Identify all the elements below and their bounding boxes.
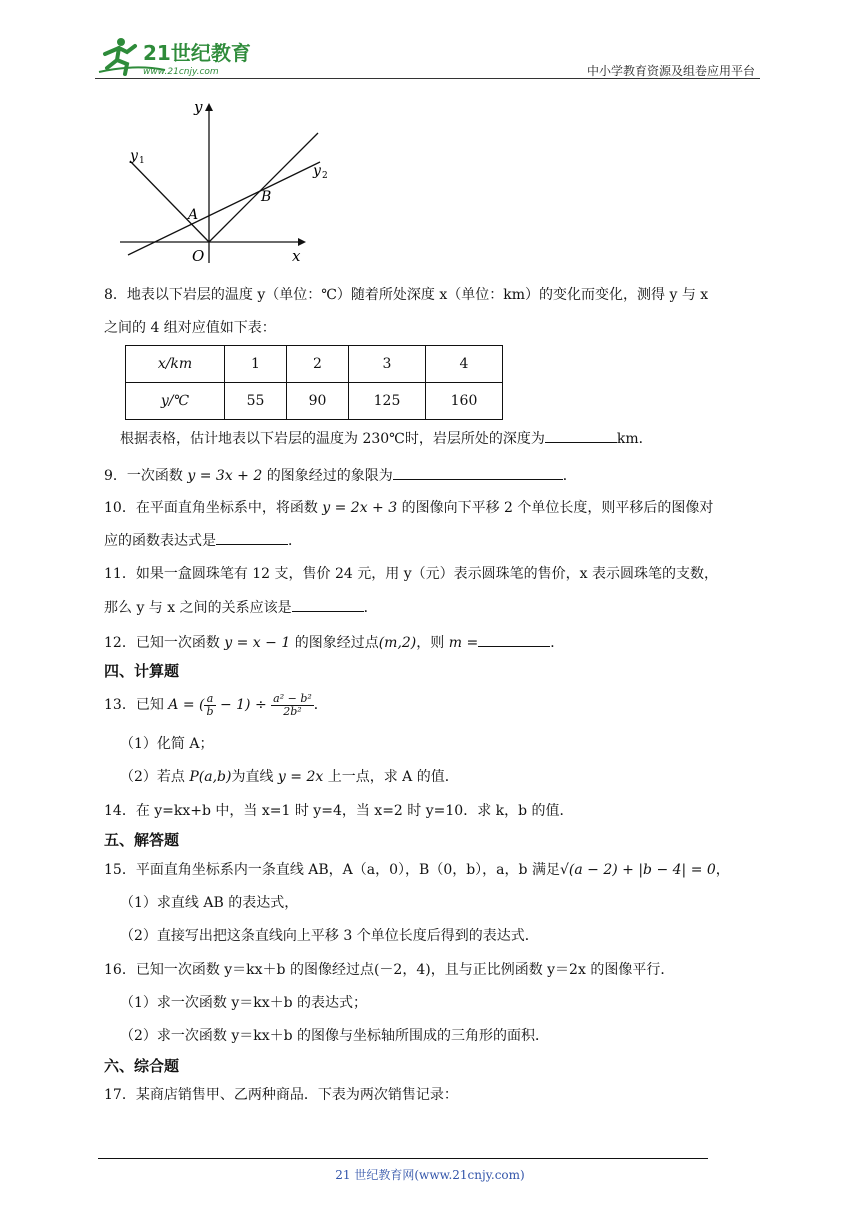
q13-f2-den: 2b² xyxy=(283,704,302,718)
svg-text:1: 1 xyxy=(139,156,145,166)
q9-formula: y = 3x + 2 xyxy=(187,468,263,484)
q11-line2-text: 那么 y 与 x 之间的关系应该是 xyxy=(104,600,292,616)
q13-end: ． xyxy=(313,697,328,713)
q15-line1 xyxy=(104,860,730,880)
q13-sub2-text-2: 为直线 xyxy=(231,769,278,785)
footer-text[interactable]: 21 世纪教育网(www.21cnjy.com) xyxy=(335,1168,525,1182)
q14: 14．在 y=kx+b 中，当 x=1 时 y=4，当 x=2 时 y=10．求 k，b 的值． xyxy=(104,803,574,819)
q8-line3-text: 根据表格，估计地表以下岩层的温度为 230℃时，岩层所处的深度为 xyxy=(120,431,545,447)
q11-end: ． xyxy=(363,600,378,616)
q13-f1-num: a xyxy=(204,693,215,706)
q13-fraction-1 xyxy=(204,693,215,718)
page-header xyxy=(95,32,760,80)
svg-text:B: B xyxy=(261,189,272,205)
coordinate-graph xyxy=(110,95,340,270)
table-cell: 160 xyxy=(426,383,503,420)
q13-sub1: （1）化简 A； xyxy=(120,736,214,752)
q11-line2 xyxy=(104,597,378,618)
svg-text:A: A xyxy=(188,207,199,223)
svg-text:y: y xyxy=(130,148,138,164)
q12-text-2: 的图象经过点 xyxy=(290,635,379,651)
q10-line2-text: 应的函数表达式是 xyxy=(104,533,216,549)
q10-formula: y = 2x + 3 xyxy=(322,500,398,516)
table-cell: 90 xyxy=(287,383,349,420)
table-row xyxy=(126,383,503,420)
header-divider xyxy=(95,78,760,79)
q13-formula-mid: − 1) ÷ xyxy=(215,697,272,713)
table-cell: 125 xyxy=(349,383,426,420)
svg-text:2: 2 xyxy=(322,171,328,181)
q16-line1: 16．已知一次函数 y＝kx＋b 的图像经过点(－2，4)，且与正比例函数 y＝2x 的图像平行． xyxy=(104,962,675,978)
q11-line1: 11．如果一盒圆珠笔有 12 支，售价 24 元，用 y（元）表示圆珠笔的售价，x 表示圆珠笔的支数， xyxy=(104,566,718,582)
q12-text: 12．已知一次函数 xyxy=(104,635,225,651)
q13-sub2 xyxy=(120,767,459,787)
q9-end: ． xyxy=(562,468,577,484)
table-row xyxy=(126,346,503,383)
q13-sub2-text-3: 上一点，求 A 的值． xyxy=(323,769,459,785)
table-cell: 55 xyxy=(225,383,287,420)
q12-formula: y = x − 1 xyxy=(224,635,291,651)
q17: 17．某商店销售甲、乙两种商品．下表为两次销售记录： xyxy=(104,1087,458,1103)
q15-text: 15．平面直角坐标系内一条直线 AB，A（a，0），B（0，b），a，b 满足 xyxy=(104,862,560,878)
q10-text: 10．在平面直角坐标系中，将函数 xyxy=(104,500,323,516)
q13-fraction-2 xyxy=(271,693,314,718)
q9 xyxy=(104,465,577,486)
q8-line1: 8．地表以下岩层的温度 y（单位：℃）随着所处深度 x（单位：km）的变化而变化，测得 y 与 x xyxy=(104,287,709,303)
section-title-4: 四、计算题 xyxy=(104,662,180,680)
q12 xyxy=(104,632,564,653)
section-title-6: 六、综合题 xyxy=(104,1057,180,1075)
table-cell: 4 xyxy=(426,346,503,383)
svg-text:21世纪教育: 21世纪教育 xyxy=(143,41,251,65)
svg-text:www.21cnjy.com: www.21cnjy.com xyxy=(143,67,219,77)
q9-answer-blank[interactable] xyxy=(393,465,563,480)
q13 xyxy=(104,692,328,718)
q15-formula: √(a − 2) + |b − 4| = 0 xyxy=(559,862,716,878)
q15-end: ， xyxy=(715,862,730,878)
section-title-5: 五、解答题 xyxy=(104,831,180,849)
q8-answer-blank[interactable] xyxy=(545,428,617,443)
table-header-y: y/℃ xyxy=(126,383,225,420)
q12-end: ． xyxy=(550,635,565,651)
q8-table xyxy=(125,345,503,420)
q8-line2: 之间的 4 组对应值如下表： xyxy=(104,320,276,336)
svg-text:O: O xyxy=(192,247,205,265)
q9-text: 9．一次函数 xyxy=(104,468,188,484)
q13-text: 13．已知 xyxy=(104,697,169,713)
q15-sub2: （2）直接写出把这条直线向上平移 3 个单位长度后得到的表达式． xyxy=(120,928,539,944)
svg-text:y: y xyxy=(313,163,321,179)
q10-answer-blank[interactable] xyxy=(216,530,288,545)
q13-sub2-point: P(a,b) xyxy=(189,769,232,785)
table-cell: 2 xyxy=(287,346,349,383)
q13-formula-left: A = ( xyxy=(168,697,205,713)
q12-point: (m,2) xyxy=(378,635,417,651)
footer-divider xyxy=(98,1158,708,1159)
table-header-x: x/km xyxy=(126,346,225,383)
table-cell: 3 xyxy=(349,346,426,383)
q16-sub1: （1）求一次函数 y＝kx＋b 的表达式； xyxy=(120,995,368,1011)
q10-text-2: 的图像向下平移 2 个单位长度，则平移后的图像对 xyxy=(397,500,714,516)
table-cell: 1 xyxy=(225,346,287,383)
q16-sub2: （2）求一次函数 y＝kx＋b 的图像与坐标轴所围成的三角形的面积． xyxy=(120,1028,550,1044)
q12-answer-blank[interactable] xyxy=(478,632,550,647)
q13-f1-den: b xyxy=(206,704,214,718)
q12-m: m = xyxy=(448,635,479,651)
q11-answer-blank[interactable] xyxy=(292,597,364,612)
q13-sub2-text: （2）若点 xyxy=(120,769,190,785)
q13-f2-num: a² − b² xyxy=(273,691,312,705)
header-platform-text: 中小学教育资源及组卷应用平台 xyxy=(586,64,755,78)
q10-line2 xyxy=(104,530,302,551)
svg-text:x: x xyxy=(292,247,301,265)
q15-sub1: （1）求直线 AB 的表达式， xyxy=(120,895,299,911)
svg-text:y: y xyxy=(194,98,203,116)
q8-line3 xyxy=(120,428,653,449)
q9-text-2: 的图象经过的象限为 xyxy=(262,468,393,484)
site-logo xyxy=(95,34,265,78)
q13-sub2-formula: y = 2x xyxy=(277,769,324,785)
q8-line3-unit: km． xyxy=(616,431,653,447)
q10-line1 xyxy=(104,498,713,518)
q10-end: ． xyxy=(288,533,302,549)
q12-text-3: ，则 xyxy=(416,635,449,651)
